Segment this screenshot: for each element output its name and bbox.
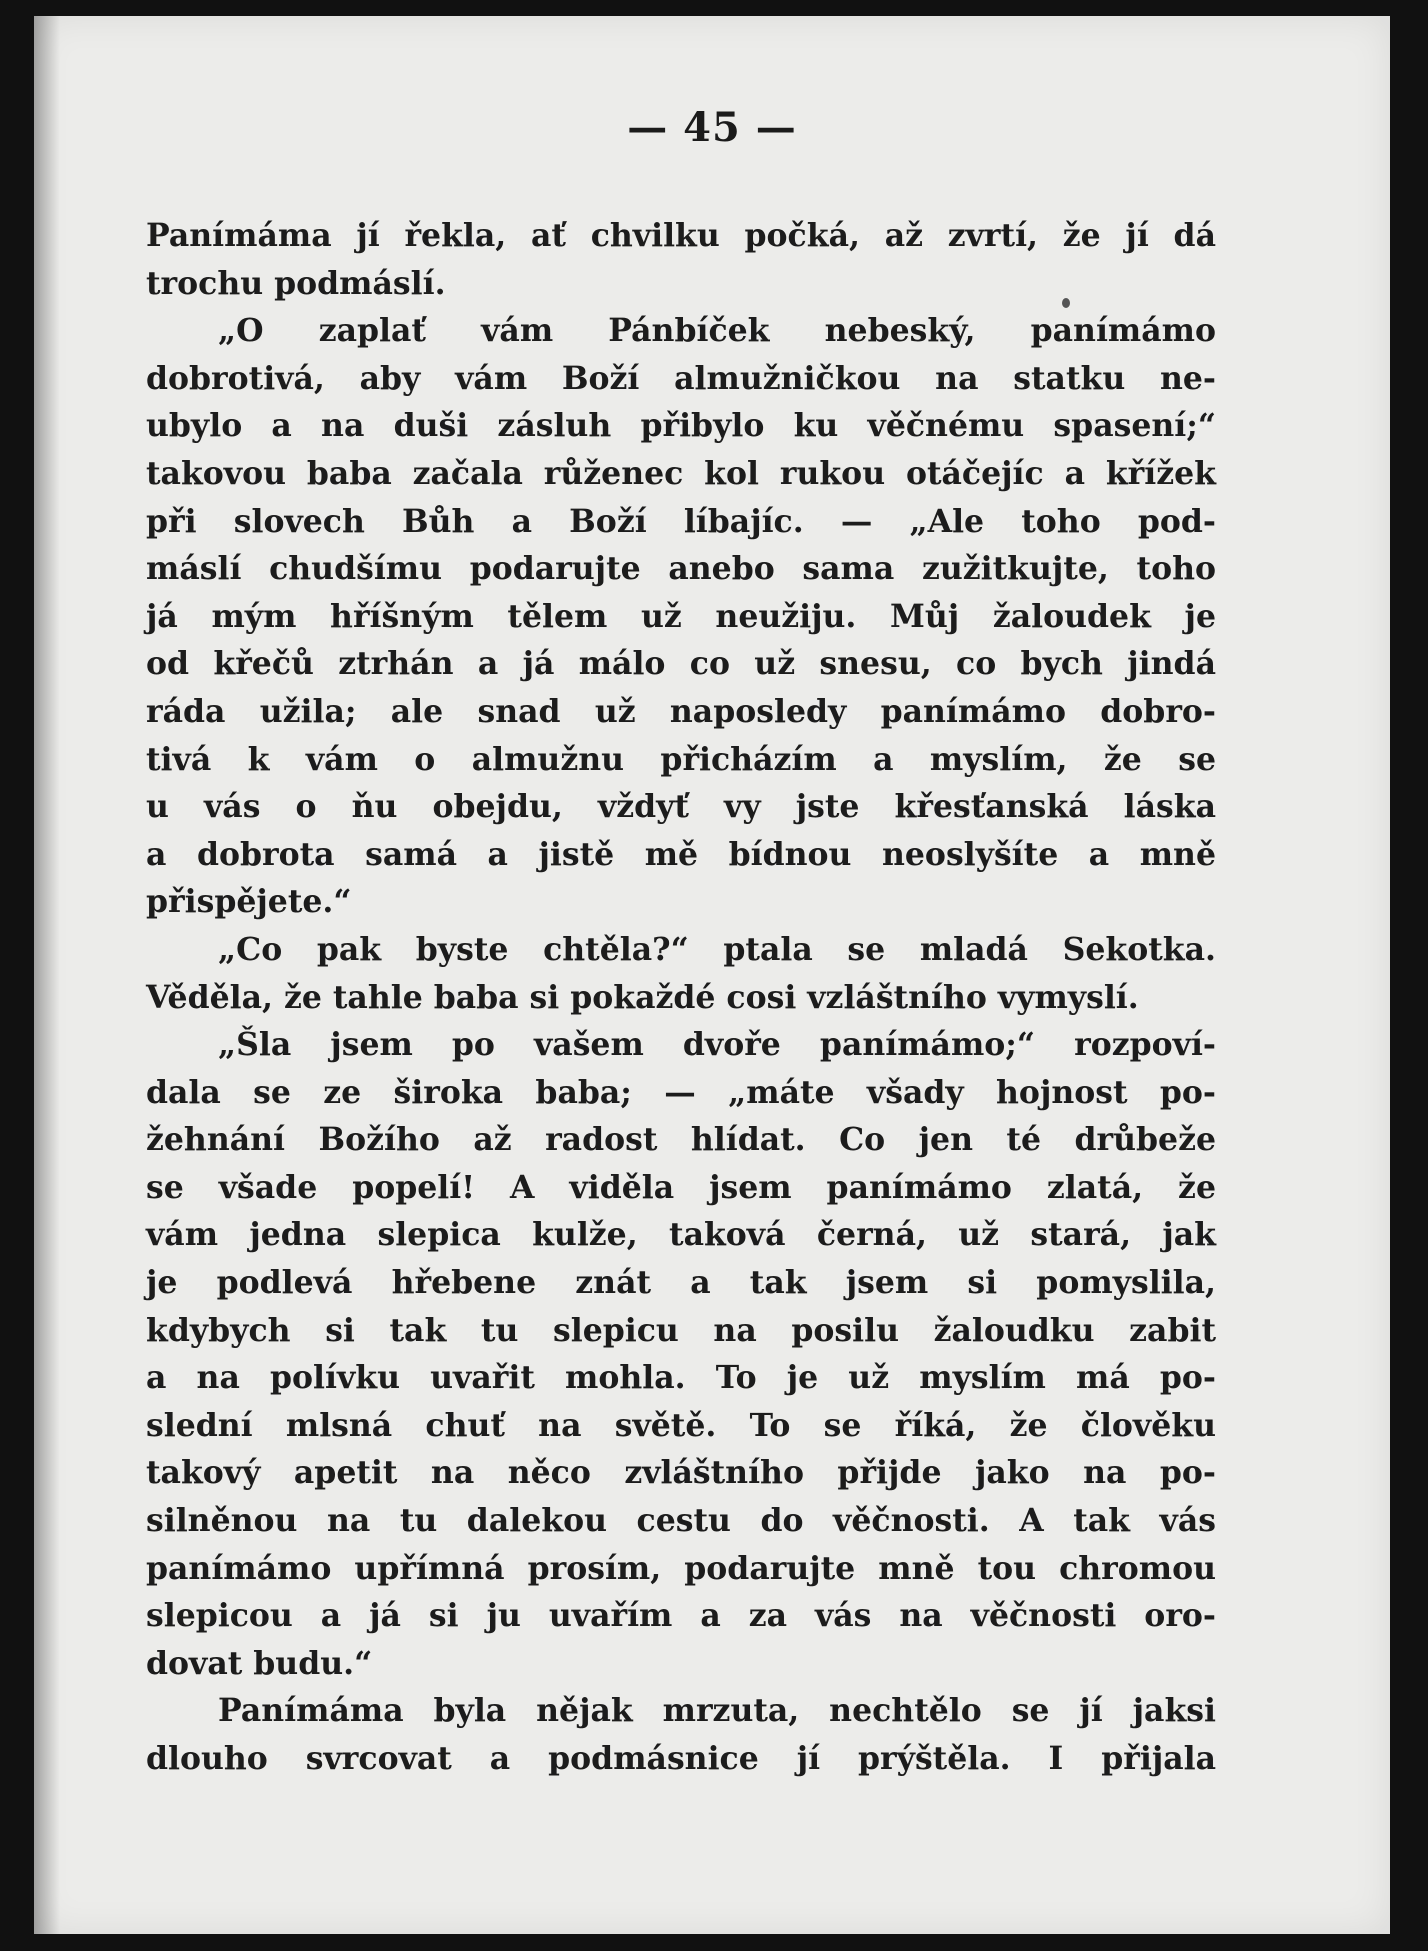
text-line: ráda užila; ale snad už naposledy panímámo dobro- xyxy=(146,692,1216,730)
text-line: panímámo upřímná prosím, podarujte mně tou chromou xyxy=(146,1549,1216,1587)
text-line: žehnání Božího až radost hlídat. Co jen té drůbeže xyxy=(146,1121,1216,1159)
text-line: takový apetit na něco zvláštního přijde jako na po- xyxy=(146,1454,1216,1492)
text-line: „Šla jsem po vašem dvoře panímámo;“ rozpoví- xyxy=(218,1026,1216,1064)
text-line: vám jedna slepica kulže, taková černá, už stará, jak xyxy=(146,1216,1216,1254)
text-line: Panímáma byla nějak mrzuta, nechtělo se jí jaksi xyxy=(218,1692,1216,1730)
text-line: „O zaplať vám Pánbíček nebeský, panímámo xyxy=(218,312,1216,350)
text-line: slední mlsná chuť na světě. To se říká, že člověku xyxy=(146,1406,1216,1444)
text-line: dlouho svrcovat a podmásnice jí prýštěla. I přijala xyxy=(146,1740,1216,1777)
text-line: je podlevá hřebene znát a tak jsem si pomyslila, xyxy=(146,1264,1216,1302)
text-line: od křečů ztrhán a já málo co už snesu, co bych jindá xyxy=(146,645,1216,683)
text-line: a dobrota samá a jistě mě bídnou neoslyšíte a mně xyxy=(146,835,1216,873)
text-line: u vás o ňu obejdu, vždyť vy jste křesťanská láska xyxy=(146,788,1216,826)
text-line: silněnou na tu dalekou cestu do věčnosti. A tak vás xyxy=(146,1502,1216,1540)
text-line: ubylo a na duši zásluh přibylo ku věčnému spasení;“ xyxy=(146,407,1216,445)
text-line: Věděla, že tahle baba si pokaždé cosi vzláštního vymyslí. xyxy=(146,978,1139,1016)
text-line: dala se ze široka baba; — „máte všady hojnost po- xyxy=(146,1073,1216,1111)
book-page xyxy=(34,16,1390,1934)
text-line: Panímáma jí řekla, ať chvilku počká, až zvrtí, že jí dá xyxy=(146,217,1216,254)
text-line: přispějete.“ xyxy=(146,883,352,921)
text-line: trochu podmáslí. xyxy=(146,264,446,302)
body-text xyxy=(146,212,1216,1783)
text-line: máslí chudšímu podarujte anebo sama zužitkujte, toho xyxy=(146,550,1216,588)
text-line: já mým hříšným tělem už neužiju. Můj žaloudek je xyxy=(146,597,1216,635)
text-line: dobrotivá, aby vám Boží almužničkou na statku ne- xyxy=(146,359,1216,397)
binding-shadow xyxy=(34,16,60,1934)
text-line: tivá k vám o almužnu přicházím a myslím, že se xyxy=(146,740,1216,778)
text-line: při slovech Bůh a Boží líbajíc. — „Ale toho pod- xyxy=(146,502,1216,540)
text-line: se všade popelí! A viděla jsem panímámo zlatá, že xyxy=(146,1168,1216,1206)
page-number: — 45 — xyxy=(627,104,797,151)
text-line: dovat budu.“ xyxy=(146,1644,373,1682)
text-line: slepicou a já si ju uvařím a za vás na věčnosti oro- xyxy=(146,1597,1216,1635)
text-line: takovou baba začala růženec kol rukou otáčejíc a křížek xyxy=(146,454,1216,492)
text-line: kdybych si tak tu slepicu na posilu žaloudku zabit xyxy=(146,1311,1216,1349)
text-line: „Co pak byste chtěla?“ ptala se mladá Sekotka. xyxy=(218,930,1216,968)
text-line: a na polívku uvařit mohla. To je už myslím má po- xyxy=(146,1359,1216,1397)
